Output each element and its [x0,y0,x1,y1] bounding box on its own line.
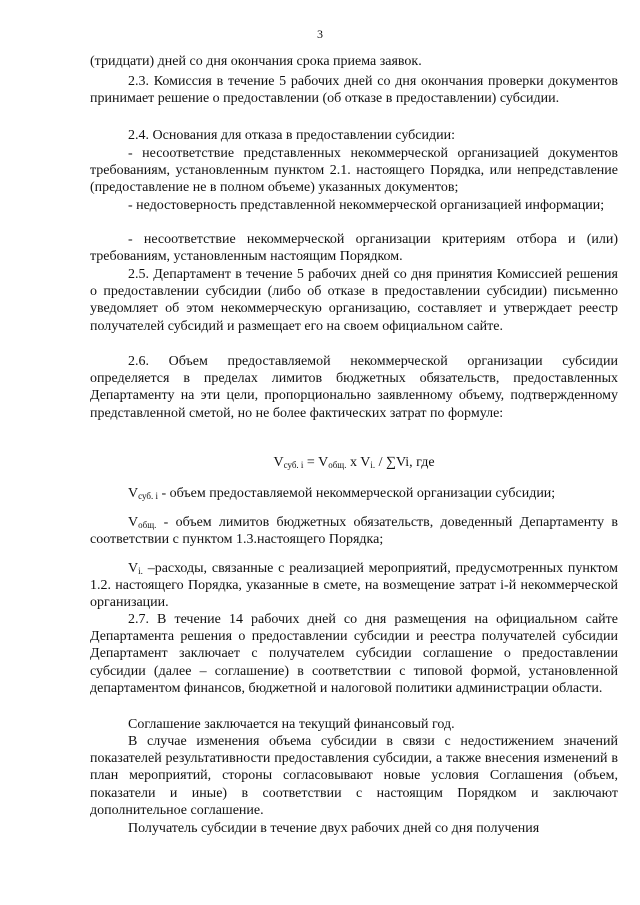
paragraph-agreement-year: Соглашение заключается на текущий финансовый год. [128,717,455,732]
paragraph-recipient: Получатель субсидии в течение двух рабочих дней со дня получения [128,821,540,836]
list-item-2: - недостоверность представленной некоммерческой организацией информации; [128,198,605,213]
list-item-3: - несоответствие некоммерческой организации критериям отбора и (или) требованиям, установленным настоящим Порядком. [90,232,618,265]
definition-v-obsh: $V_{общ.}$ - объем лимитов бюджетных обязательств, доведенный Департаменту в соответствии с пунктом 1.3.настоящего Порядка; [90,515,618,548]
paragraph-2-3: 2.3. Комиссия в течение 5 рабочих дней со дня окончания проверки документов принимает решение о предоставлении (об отказе в предоставлении) субсидии. [90,74,618,107]
definition-v-sub: $V_{суб. i}$ - объем предоставляемой некоммерческой организации субсидии; [128,486,556,501]
paragraph-2-5: 2.5. Департамент в течение 5 рабочих дней со дня принятия Комиссией решения о предоставлении субсидии (либо об отказе в предоставлении субсидии) письменно уведомляет об этом некоммерческую организацию, составляет и утверждает реестр получателей субсидий и размещает его на своем официальном сайте. [90,267,618,334]
page-number: 3 [317,27,323,41]
list-item-1: - несоответствие представленных некоммерческой организацией документов требованиям, установленным пунктом 2.1. настоящего Порядка, или непредставление (предоставление не в полном объеме) указанных документов; [90,146,618,196]
paragraph-2-7: 2.7. В течение 14 рабочих дней со дня размещения на официальном сайте Департамента решения о предоставлении субсидии и реестра получателей субсидии Департамент заключает с получателем субсидии соглашение о предоставлении субсидии (далее – соглашение) в соответствии с типовой формой, установленной департаментом финансов, бюджетной и налоговой политики администрации области. [90,612,618,696]
definition-v-i: $V_{i.}$ –расходы, связанные с реализацией мероприятий, предусмотренных пунктом 1.2. настоящего Порядка, указанные в смете, на возмещение затрат i-й некоммерческой организации. [90,561,618,611]
paragraph-2-6: 2.6. Объем предоставляемой некоммерческой организации субсидии определяется в пределах лимитов бюджетных обязательств, предоставленных Департаменту на эти цели, пропорционально заявленному объему, подтвержденному представленной сметой, но не более фактических затрат по формуле: [90,354,618,421]
paragraph-subsidy-change: В случае изменения объема субсидии в связи с недостижением значений показателей результативности предоставления субсидии, а также внесения изменений в план мероприятий, стороны согласовывают новые условия Соглашения (объем, показатели и иные) в соответствии с настоящим Порядком и заключают дополнительное соглашение. [90,734,618,818]
formula: $V_{суб. i} = V_{общ.}$ x $V_{i.} / \sum Vi$, где [273,455,435,470]
paragraph-continuation: (тридцати) дней со дня окончания срока приема заявок. [90,54,422,69]
paragraph-2-4: 2.4. Основания для отказа в предоставлении субсидии: [128,128,456,143]
